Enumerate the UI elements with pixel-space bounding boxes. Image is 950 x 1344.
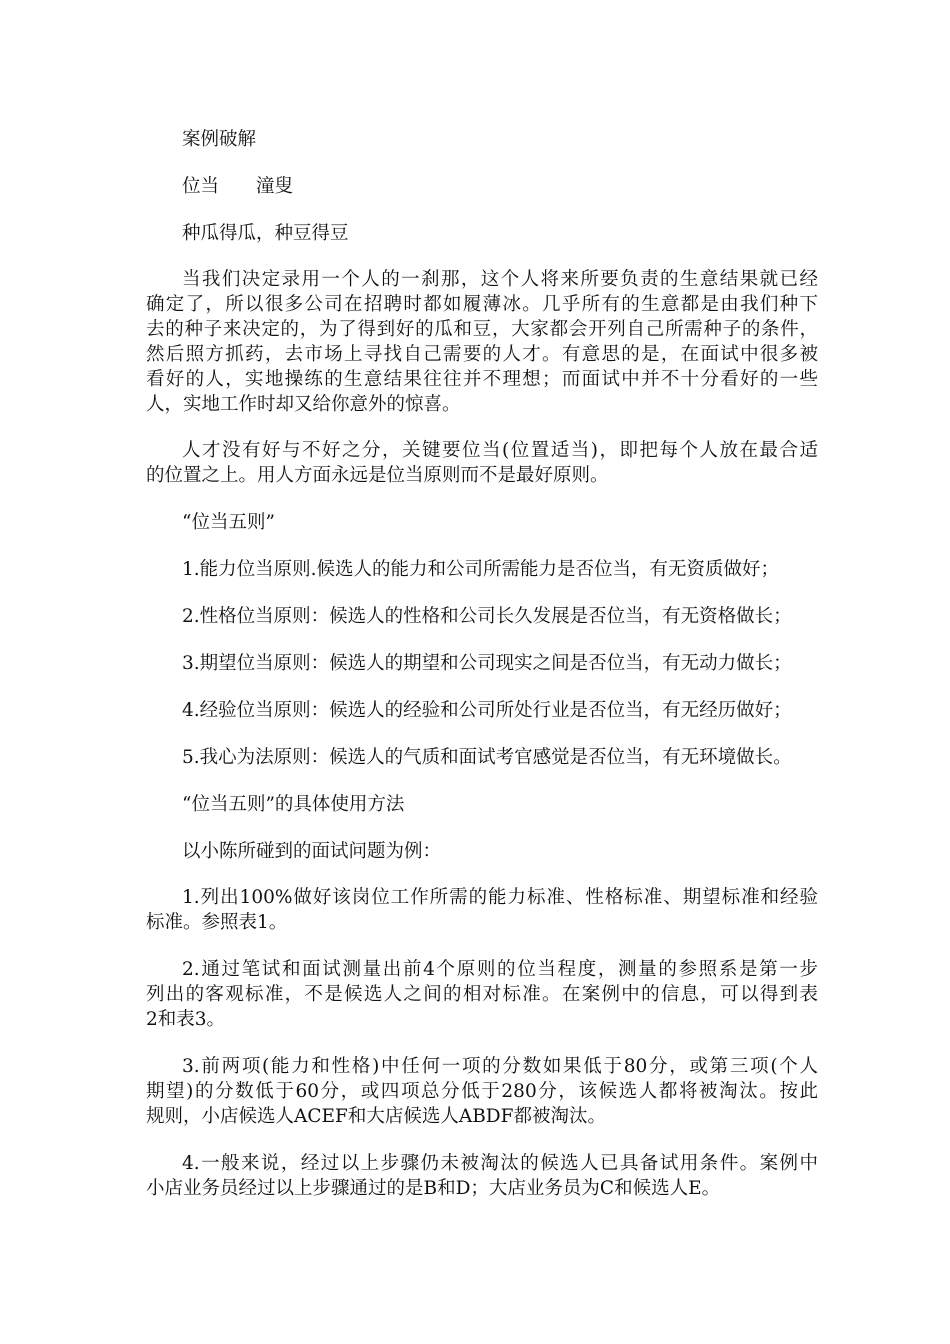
rule-item: 5.我心为法原则：候选人的气质和面试考官感觉是否位当，有无环境做长。 [182, 747, 792, 768]
paragraph-line: 然后照方抓药，去市场上寻找自己需要的人才。有意思的是，在面试中很多被 [146, 344, 818, 365]
step-line: 标准。参照表1。 [146, 912, 288, 933]
step-line: 2.通过笔试和面试测量出前4个原则的位当程度，测量的参照系是第一步 [182, 959, 818, 980]
example-intro: 以小陈所碰到的面试问题为例： [182, 841, 442, 862]
paragraph-line: 人才没有好与不好之分，关键要位当(位置适当)，即把每个人放在最合适 [182, 440, 818, 461]
step-line: 小店业务员经过以上步骤通过的是B和D；大店业务员为C和候选人E。 [146, 1178, 721, 1199]
paragraph-line: 看好的人，实地操练的生意结果往往并不理想；而面试中并不十分看好的一些 [146, 369, 818, 390]
article-subtitle: 种瓜得瓜，种豆得豆 [182, 223, 349, 244]
step-line: 2和表3。 [146, 1009, 226, 1030]
byline: 位当 潼叟 [182, 176, 294, 197]
method-title: “位当五则”的具体使用方法 [182, 794, 405, 815]
rule-item: 1.能力位当原则.候选人的能力和公司所需能力是否位当，有无资质做好； [182, 559, 780, 580]
paragraph-line: 人，实地工作时却又给你意外的惊喜。 [146, 394, 461, 415]
rule-item: 2.性格位当原则：候选人的性格和公司长久发展是否位当，有无资格做长； [182, 606, 792, 627]
rule-item: 3.期望位当原则：候选人的期望和公司现实之间是否位当，有无动力做长； [182, 653, 792, 674]
step-line: 列出的客观标准，不是候选人之间的相对标准。在案例中的信息，可以得到表 [146, 984, 818, 1005]
section-heading: 案例破解 [182, 129, 257, 150]
paragraph-line: 去的种子来决定的，为了得到好的瓜和豆，大家都会开列自己所需种子的条件， [146, 319, 818, 340]
rules-title: “位当五则” [182, 512, 275, 533]
step-line: 期望)的分数低于60分，或四项总分低于280分，该候选人都将被淘汰。按此 [146, 1081, 818, 1102]
rule-item: 4.经验位当原则：候选人的经验和公司所处行业是否位当，有无经历做好； [182, 700, 792, 721]
paragraph-line: 当我们决定录用一个人的一刹那，这个人将来所要负责的生意结果就已经 [182, 269, 818, 290]
step-line: 4.一般来说，经过以上步骤仍未被淘汰的候选人已具备试用条件。案例中 [182, 1153, 818, 1174]
step-line: 规则，小店候选人ACEF和大店候选人ABDF都被淘汰。 [146, 1106, 606, 1127]
paragraph-line: 确定了，所以很多公司在招聘时都如履薄冰。几乎所有的生意都是由我们种下 [146, 294, 818, 315]
step-line: 1.列出100%做好该岗位工作所需的能力标准、性格标准、期望标准和经验 [182, 887, 818, 908]
paragraph-line: 的位置之上。用人方面永远是位当原则而不是最好原则。 [146, 465, 609, 486]
step-line: 3.前两项(能力和性格)中任何一项的分数如果低于80分，或第三项(个人 [182, 1056, 818, 1077]
